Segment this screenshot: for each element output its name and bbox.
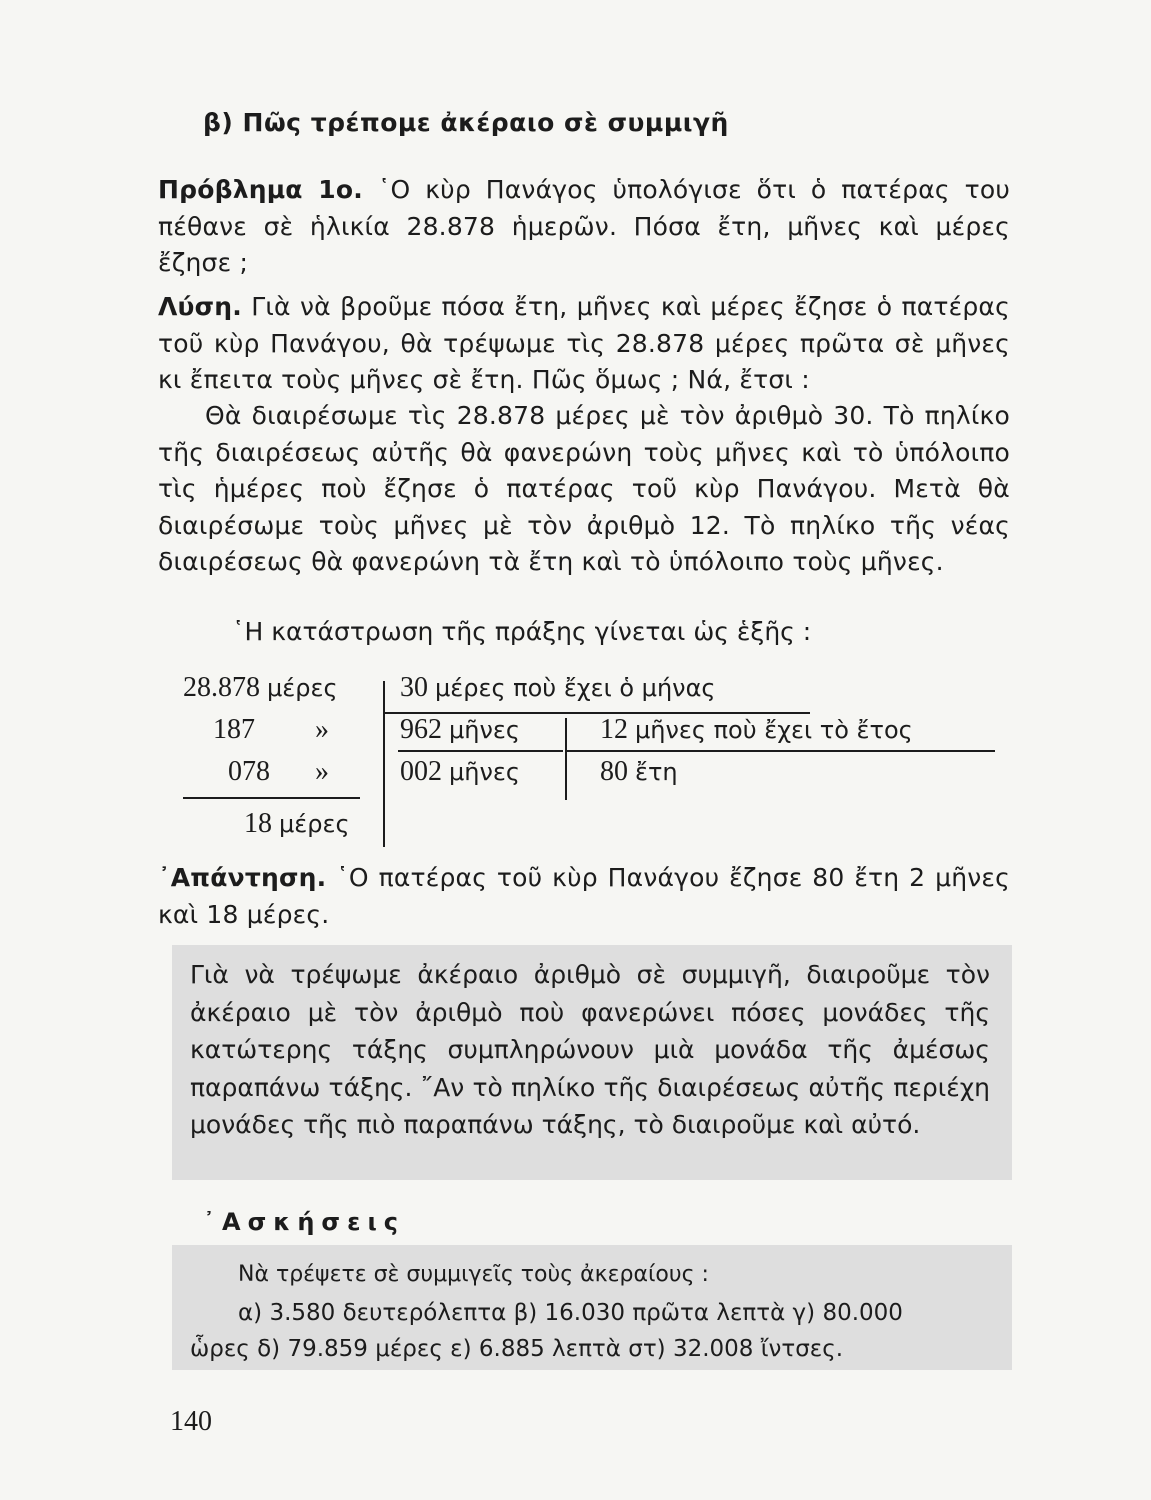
solution-label: Λύση. [158, 292, 242, 321]
partial1-number: 187 [213, 714, 255, 745]
problem-label: Πρόβλημα 1ο. [158, 175, 363, 204]
partial-remainder-2 [228, 756, 270, 788]
exercises-line-1: α) 3.580 δευτερόλεπτα β) 16.030 πρῶτα λεπτὰ γ) 80.000 [238, 1300, 903, 1326]
quotient1-underline [398, 750, 563, 752]
quotient2-unit: ἔτη [635, 758, 678, 786]
exercises-heading: ᾿Ασκήσεις [203, 1208, 406, 1236]
division-bar-1-vertical [383, 681, 385, 847]
rule-text: Γιὰ νὰ τρέψωμε ἀκέραιο ἀριθμὸ σὲ συμμιγῆ, διαιροῦμε τὸν ἀκέραιο μὲ τὸν ἀριθμὸ ποὺ φανερώνει πόσες μονάδες τῆς κατώτερης τάξης συμπληρώνουν μιὰ μονάδα τῆς ἀμέσως παραπάνω τάξης. ῎Αν τὸ πηλίκο τῆς διαιρέσεως αὐτῆς περιέχη μονάδες τῆς πιὸ παραπάνω τάξης, τὸ διαιροῦμε καὶ αὐτό. [190, 960, 990, 1139]
partial2-number: 078 [228, 756, 270, 787]
remainder-underline [183, 797, 360, 799]
remainder2-number: 002 [400, 756, 442, 787]
dividend [183, 672, 338, 704]
divisor1-number: 30 [400, 672, 428, 703]
divisor1-text: μέρες ποὺ ἔχει ὁ μήνας [435, 674, 716, 702]
divisor2-text: μῆνες ποὺ ἔχει τὸ ἔτος [635, 716, 913, 744]
quotient1-unit: μῆνες [449, 716, 520, 744]
answer-paragraph [158, 860, 1010, 933]
section-heading: β) Πῶς τρέπομε ἀκέραιο σὲ συμμιγῆ [203, 108, 729, 137]
quotient-2 [600, 756, 678, 788]
dividend-unit: μέρες [267, 674, 338, 702]
divisor-2 [600, 714, 913, 746]
quotient1-number: 962 [400, 714, 442, 745]
division-bar-2-vertical [565, 718, 567, 800]
exercises-intro: Νὰ τρέψετε σὲ συμμιγεῖς τοὺς ἀκεραίους : [238, 1262, 709, 1287]
solution-paragraph-2: Θὰ διαιρέσωμε τὶς 28.878 μέρες μὲ τὸν ἀριθμὸ 30. Τὸ πηλίκο τῆς διαιρέσεως αὐτῆς θὰ φανερώνη τοὺς μῆνες καὶ τὸ ὑπόλοιπο τὶς ἡμέρες ποὺ ἔζησε ὁ πατέρας τοῦ κὺρ Πανάγου. Μετὰ θὰ διαιρέσωμε τοὺς μῆνες μὲ τὸν ἀριθμὸ 12. Τὸ πηλίκο τῆς νέας διαιρέσεως θὰ φανερώνη τὰ ἔτη καὶ τὸ ὑπόλοιπο τοὺς μῆνες. [158, 401, 1010, 576]
exercises-line-2: ὧρες δ) 79.859 μέρες ε) 6.885 λεπτὰ στ) 32.008 ἴντσες. [190, 1336, 844, 1362]
answer-text: ῾Ο πατέρας τοῦ κὺρ Πανάγου ἔζησε 80 ἔτη 2 μῆνες καὶ 18 μέρες. [158, 863, 1010, 929]
solution-text: Γιὰ νὰ βροῦμε πόσα ἔτη, μῆνες καὶ μέρες ἔζησε ὁ πατέρας τοῦ κὺρ Πανάγου, θὰ τρέψωμε τὶς 28.878 μέρες πρῶτα σὲ μῆνες κι ἔπειτα τοὺς μῆνες σὲ ἔτη. Πῶς ὅμως ; Νά, ἔτσι : [158, 292, 1010, 394]
remainder2-unit: μῆνες [449, 758, 520, 786]
divisor-1 [400, 672, 715, 704]
problem-paragraph [158, 172, 1010, 282]
answer-label: ᾿Απάντηση. [158, 863, 327, 892]
divisor2-number: 12 [600, 714, 628, 745]
partial2-ditto: » [315, 756, 329, 787]
division-bar-2-horizontal [567, 750, 995, 752]
layout-intro-line: ῾Η κατάστρωση τῆς πράξης γίνεται ὡς ἑξῆς : [232, 617, 812, 646]
remainder-number: 18 [244, 808, 272, 839]
quotient-1 [400, 714, 520, 746]
partial-remainder-1 [213, 714, 255, 746]
partial1-ditto: » [315, 714, 329, 745]
remainder-2 [400, 756, 520, 788]
solution-paragraph [158, 289, 1010, 399]
final-remainder [244, 808, 350, 840]
remainder-unit: μέρες [279, 810, 350, 838]
quotient2-number: 80 [600, 756, 628, 787]
page-number: 140 [170, 1406, 212, 1437]
problem-text: ῾Ο κὺρ Πανάγος ὑπολόγισε ὅτι ὁ πατέρας του πέθανε σὲ ἡλικία 28.878 ἡμερῶν. Πόσα ἔτη, μῆνες καὶ μέρες ἔζησε ; [158, 175, 1011, 277]
dividend-number: 28.878 [183, 672, 260, 703]
